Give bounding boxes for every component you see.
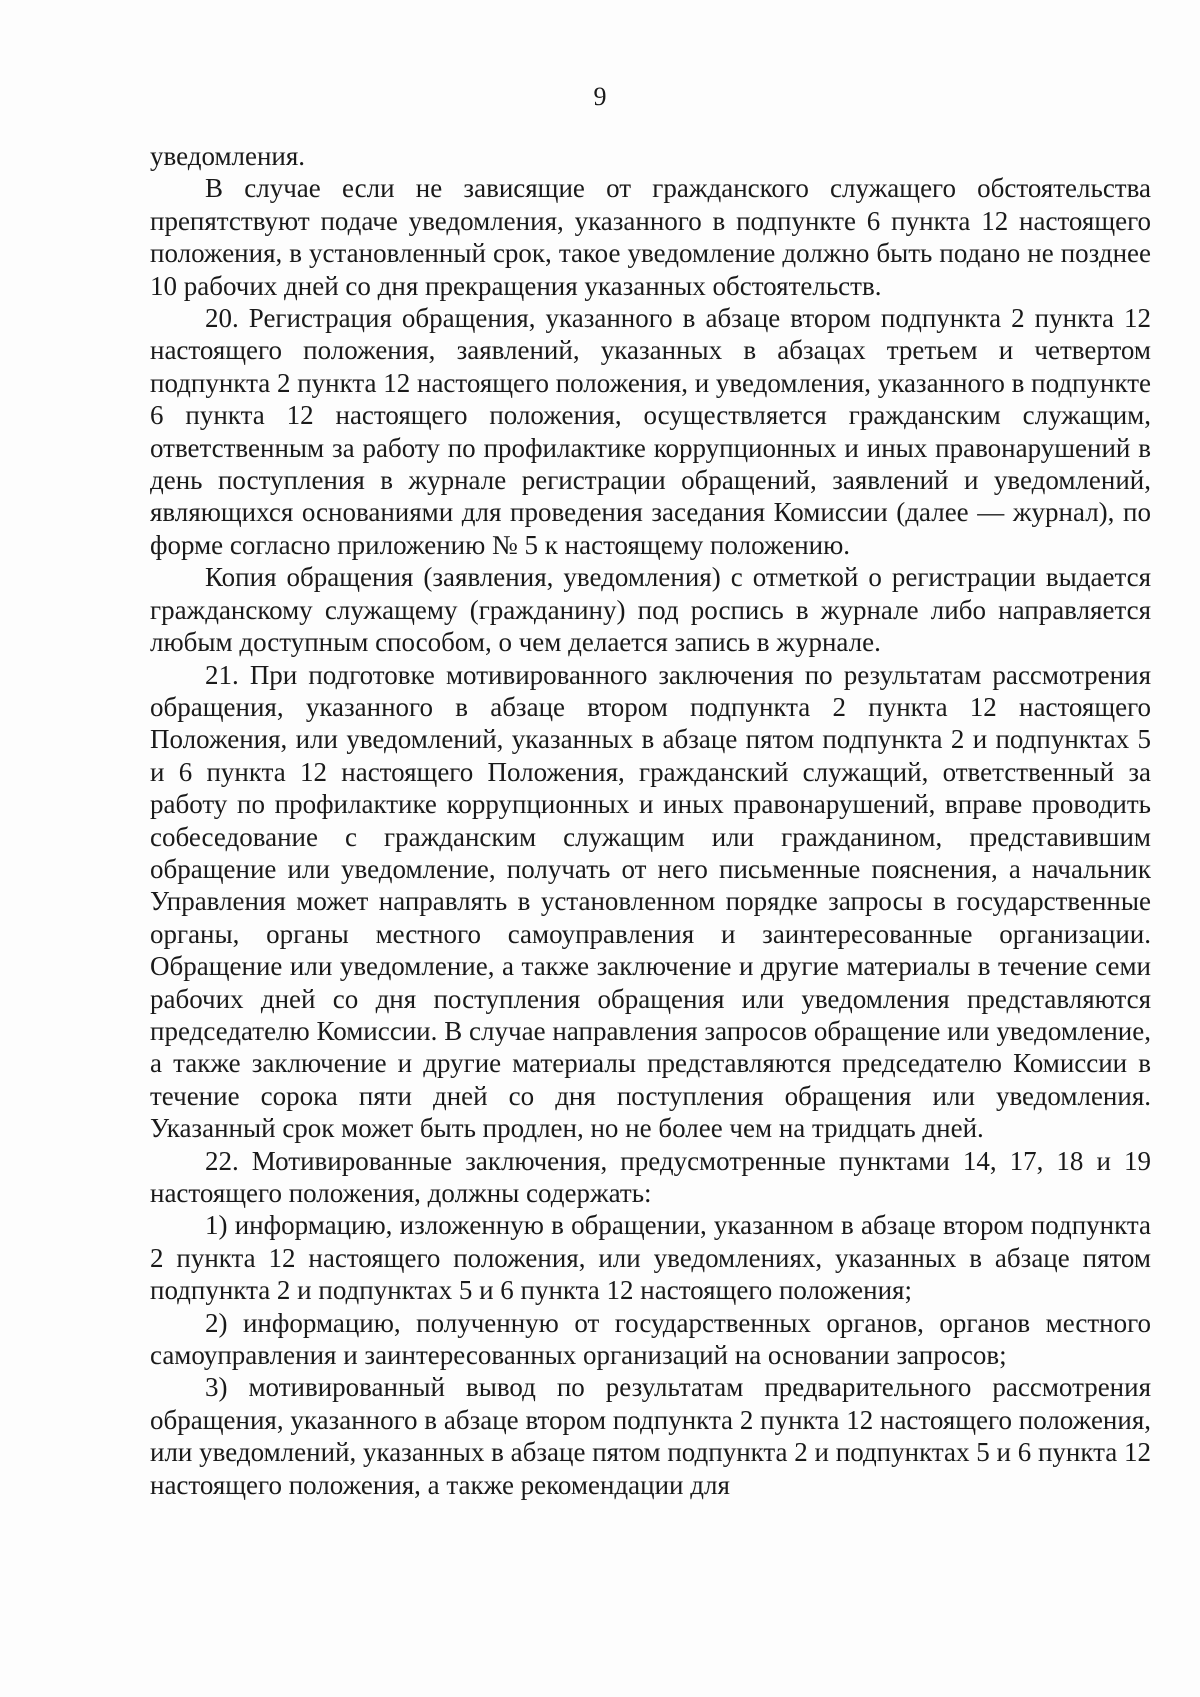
paragraph: В случае если не зависящие от гражданского служащего обстоятельства препятствуют подаче уведомления, указанного в подпункте 6 пункта 12 настоящего положения, в установленный срок, такое уведомление должно быть подано не позднее 10 рабочих дней со дня прекращения указанных обстоятельств. xyxy=(150,173,1151,301)
paragraph: 2) информацию, полученную от государственных органов, органов местного самоуправления и заинтересованных организаций на основании запросов; xyxy=(150,1307,1151,1371)
paragraph: Копия обращения (заявления, уведомления) с отметкой о регистрации выдается гражданскому служащему (гражданину) под роспись в журнале либо направляется любым доступным способом, о чем делается запись в журнале. xyxy=(150,562,1151,658)
document-body xyxy=(150,140,1151,1501)
page-number: 9 xyxy=(593,82,607,111)
paragraph: 1) информацию, изложенную в обращении, указанном в абзаце втором подпункта 2 пункта 12 настоящего положения, или уведомлениях, указанных в абзаце пятом подпункта 2 и подпунктах 5 и 6 пункта 12 настоящего положения; xyxy=(150,1210,1151,1306)
paragraph: 20. Регистрация обращения, указанного в абзаце втором подпункта 2 пункта 12 настоящего положения, заявлений, указанных в абзацах третьем и четвертом подпункта 2 пункта 12 настоящего положения, и уведомления, указанного в подпункте 6 пункта 12 настоящего положения, осуществляется гражданским служащим, ответственным за работу по профилактике коррупционных и иных правонарушений в день поступления в журнале регистрации обращений, заявлений и уведомлений, являющихся основаниями для проведения заседания Комиссии (далее — журнал), по форме согласно приложению № 5 к настоящему положению. xyxy=(150,303,1151,560)
paragraph: уведомления. xyxy=(150,141,306,171)
paragraph: 21. При подготовке мотивированного заключения по результатам рассмотрения обращения, указанного в абзаце втором подпункта 2 пункта 12 настоящего Положения, или уведомлений, указанных в абзаце пятом подпункта 2 и подпунктах 5 и 6 пункта 12 настоящего Положения, гражданский служащий, ответственный за работу по профилактике коррупционных и иных правонарушений, вправе проводить собеседование с гражданским служащим или гражданином, представившим обращение или уведомление, получать от него письменные пояснения, а начальник Управления может направлять в установленном порядке запросы в государственные органы, органы местного самоуправления и заинтересованные организации. Обращение или уведомление, а также заключение и другие материалы в течение семи рабочих дней со дня поступления обращения или уведомления представляются председателю Комиссии. В случае направления запросов обращение или уведомление, а также заключение и другие материалы представляются председателю Комиссии в течение сорока пяти дней со дня поступления обращения или уведомления. Указанный срок может быть продлен, но не более чем на тридцать дней. xyxy=(150,659,1151,1144)
paragraph: 3) мотивированный вывод по результатам предварительного рассмотрения обращения, указанного в абзаце втором подпункта 2 пункта 12 настоящего положения, или уведомлений, указанных в абзаце пятом подпункта 2 и подпунктах 5 и 6 пункта 12 настоящего положения, а также рекомендации для xyxy=(150,1372,1151,1500)
paragraph: 22. Мотивированные заключения, предусмотренные пунктами 14, 17, 18 и 19 настоящего положения, должны содержать: xyxy=(150,1145,1151,1208)
